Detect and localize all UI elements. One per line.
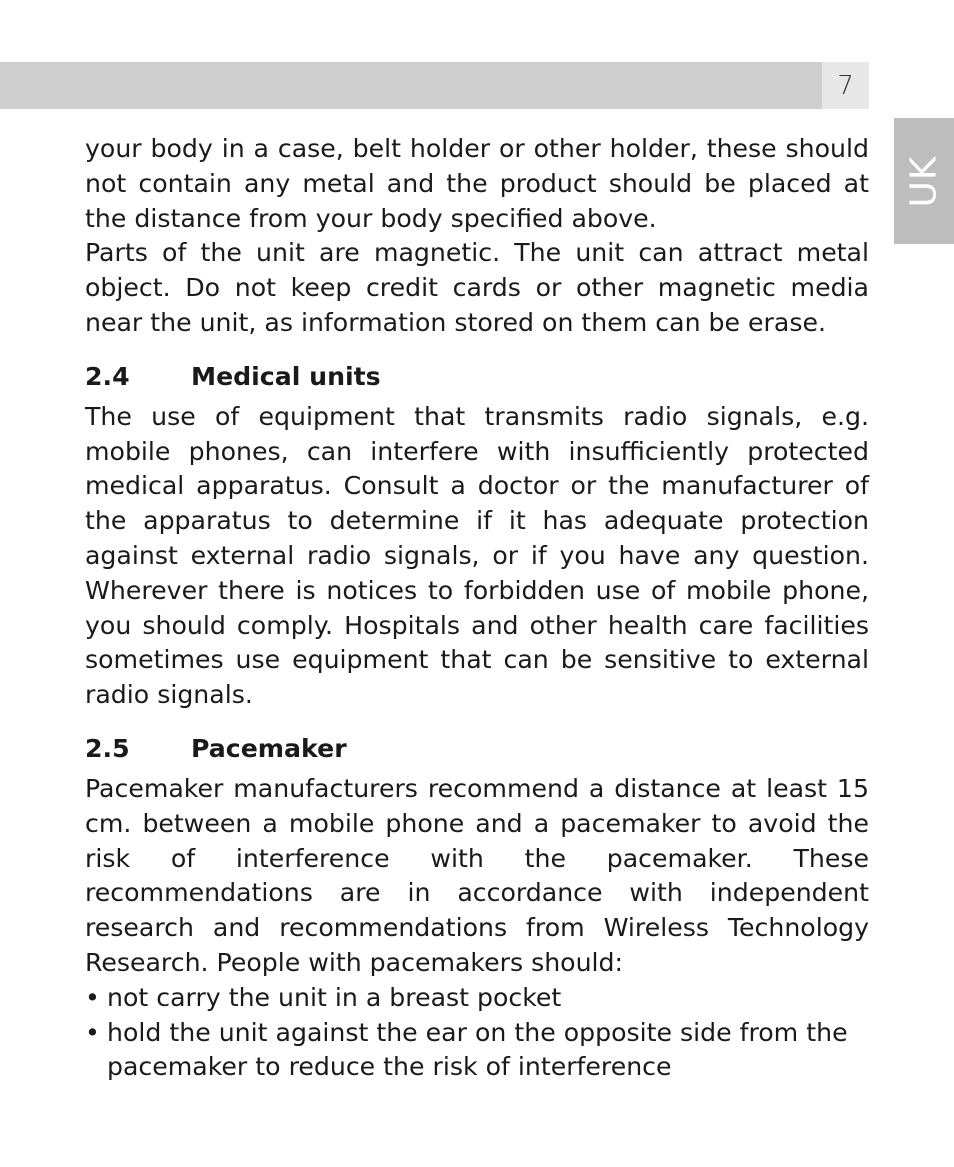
page-number: 7 — [822, 62, 869, 109]
pacemaker-bullet-list — [85, 981, 869, 1085]
section-heading-pacemaker — [85, 732, 869, 766]
header-bar — [0, 62, 822, 109]
section-heading-medical-units — [85, 360, 869, 394]
section-number: 2.4 — [85, 361, 130, 391]
intro-paragraph-2: Parts of the unit are magnetic. The unit can attract metal object. Do not keep credit cards or other magnetic media near the unit, as information stored on them can be erase. — [85, 238, 869, 337]
section-body-pacemaker: Pacemaker manufacturers recommend a distance at least 15 cm. between a mobile phone and a pacemaker to avoid the risk of interference with the pacemaker. These recommendations are in accordance with independent research and recommendations from Wireless Technology Research. People with pacemakers should: — [85, 773, 869, 977]
section-title: Medical units — [191, 361, 381, 391]
list-item: • not carry the unit in a breast pocket — [85, 981, 869, 1016]
page-content — [85, 132, 869, 1085]
section-number: 2.5 — [85, 733, 130, 763]
language-tab-label: UK — [903, 155, 945, 207]
language-tab — [894, 118, 954, 244]
list-item: • hold the unit against the ear on the opposite side from the pacemaker to reduce the risk of interference — [85, 1016, 869, 1086]
section-title: Pacemaker — [191, 733, 347, 763]
section-body-medical-units: The use of equipment that transmits radio signals, e.g. mobile phones, can interfere with insufficiently protected medical apparatus. Consult a doctor or the manufacturer of the apparatus to determine if it has adequate protection against external radio signals, or if you have any question. Wherever there is notices to forbidden use of mobile phone, you should comply. Hospitals and other health care facilities sometimes use equipment that can be sensitive to external radio signals. — [85, 401, 869, 710]
intro-paragraph-1: your body in a case, belt holder or other holder, these should not contain any metal and the product should be placed at the distance from your body specified above. — [85, 134, 869, 233]
